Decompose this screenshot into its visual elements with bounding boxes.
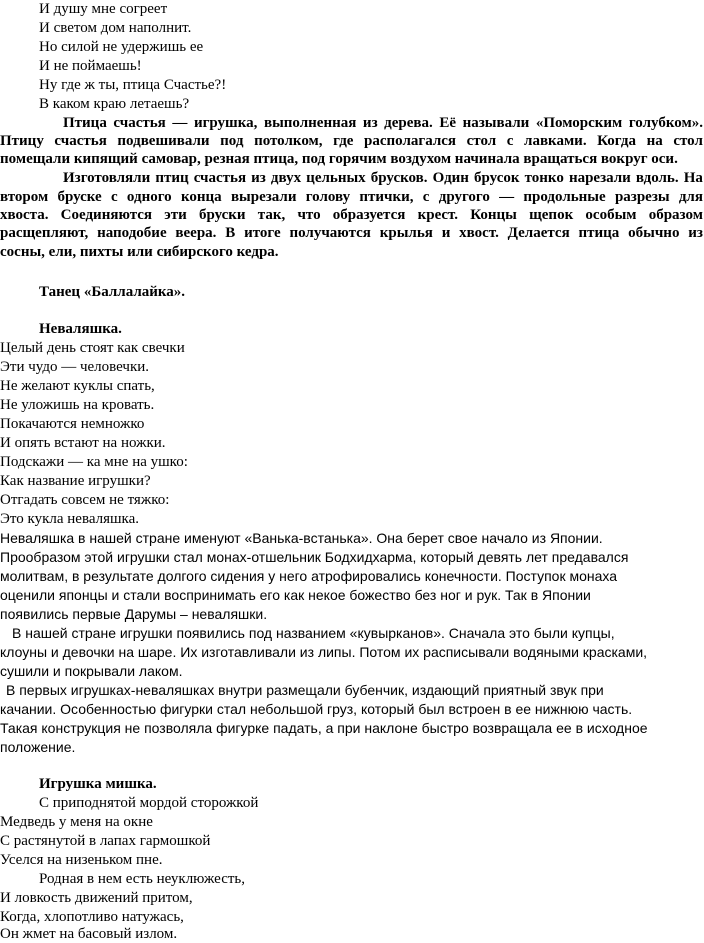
- poem-line: Родная в нем есть неуклюжесть,: [39, 871, 246, 887]
- poem-line: И ловкость движений притом,: [0, 890, 193, 906]
- paragraph-line: клоуны и девочки на шаре. Их изготавливали из липы. Потом их расписывали водяными красками,: [0, 644, 648, 660]
- paragraph-line: положение.: [0, 739, 76, 755]
- section-heading: Неваляшка.: [39, 321, 122, 337]
- poem-line: Не уложишь на кровать.: [0, 397, 155, 413]
- poem-line: Медведь у меня на окне: [0, 814, 153, 830]
- poem-line: Покачаются немножко: [0, 416, 145, 432]
- paragraph-line: оценили японцы и стали воспринимать его как некое божество без ног и рук. Так в Японии: [0, 587, 591, 603]
- poem-line: В каком краю летаешь?: [39, 96, 190, 112]
- paragraph-line: Изготовляли птиц счастья из двух цельных брусков. Один брусок тонко нарезали вдоль. На: [63, 170, 703, 186]
- paragraph-line: Такая конструкция не позволяла фигурке падать, а при наклоне быстро возвращала ее в исходное: [0, 720, 648, 736]
- paragraph-line: появились первые Дарумы – неваляшки.: [0, 606, 268, 622]
- paragraph-line: Птицу счастья подвешивали под потолком, где располагался стол с лавками. Когда на стол: [0, 133, 703, 149]
- paragraph-line: Неваляшка в нашей стране именуют «Ванька-встанька». Она берет свое начало из Японии.: [0, 530, 603, 546]
- poem-line: И душу мне согреет: [39, 1, 168, 17]
- poem-line: Отгадать совсем не тяжко:: [0, 492, 170, 508]
- paragraph-line: качании. Особенностью фигурки стал небольшой груз, который был встроен в ее нижнюю часть.: [0, 701, 633, 717]
- paragraph-line: сушили и покрывали лаком.: [0, 663, 183, 679]
- paragraph-line: хвоста. Соединяются эти бруски так, что образуется крест. Концы щепок особым образом: [0, 207, 703, 223]
- poem-line: С растянутой в лапах гармошкой: [0, 833, 211, 849]
- poem-line: Когда, хлопотливо натужась,: [0, 909, 184, 925]
- poem-line: Но силой не удержишь ее: [39, 39, 204, 55]
- poem-line: И опять встают на ножки.: [0, 435, 166, 451]
- paragraph-line: помещали кипящий самовар, резная птица, под горячим воздухом начинала вращаться вокруг оси.: [0, 151, 678, 167]
- poem-line: С приподнятой мордой сторожкой: [39, 795, 259, 811]
- poem-line: Как название игрушки?: [0, 473, 151, 489]
- poem-line: Эти чудо — человечки.: [0, 359, 150, 375]
- section-heading: Танец «Баллалайка».: [39, 284, 186, 300]
- poem-line: Уселся на низеньком пне.: [0, 852, 163, 868]
- paragraph-line: расщепляют, наподобие веера. В итоге получаются крылья и хвост. Делается птица обычно из: [0, 225, 703, 241]
- poem-line: Не желают куклы спать,: [0, 378, 155, 394]
- section-heading: Игрушка мишка.: [39, 776, 157, 792]
- paragraph-line: втором бруске с одного конца вырезали голову птички, с другого — продольные разрезы для: [0, 189, 703, 205]
- poem-line: И не поймаешь!: [39, 58, 142, 74]
- poem-line: И светом дом наполнит.: [39, 20, 192, 36]
- poem-line: Целый день стоят как свечки: [0, 340, 185, 356]
- poem-line: Он жмет на басовый излом.: [0, 926, 178, 942]
- paragraph-line: В первых игрушках-неваляшках внутри размещали бубенчик, издающий приятный звук при: [6, 682, 604, 698]
- poem-line: Подскажи — ка мне на ушко:: [0, 454, 188, 470]
- paragraph-line: Птица счастья — игрушка, выполненная из дерева. Её называли «Поморским голубком».: [63, 115, 703, 131]
- paragraph-line: Прообразом этой игрушки стал монах-отшельник Бодхидхарма, который девять лет предавался: [0, 549, 629, 565]
- paragraph-line: В нашей стране игрушки появились под названием «кувырканов». Сначала это были купцы,: [12, 625, 615, 641]
- poem-line: Ну где ж ты, птица Счастье?!: [39, 77, 227, 93]
- paragraph-line: сосны, ели, пихты или сибирского кедра.: [0, 244, 279, 260]
- poem-line: Это кукла неваляшка.: [0, 511, 140, 527]
- paragraph-line: молитвам, в результате долгого сидения у него атрофировались конечности. Поступок монаха: [0, 568, 618, 584]
